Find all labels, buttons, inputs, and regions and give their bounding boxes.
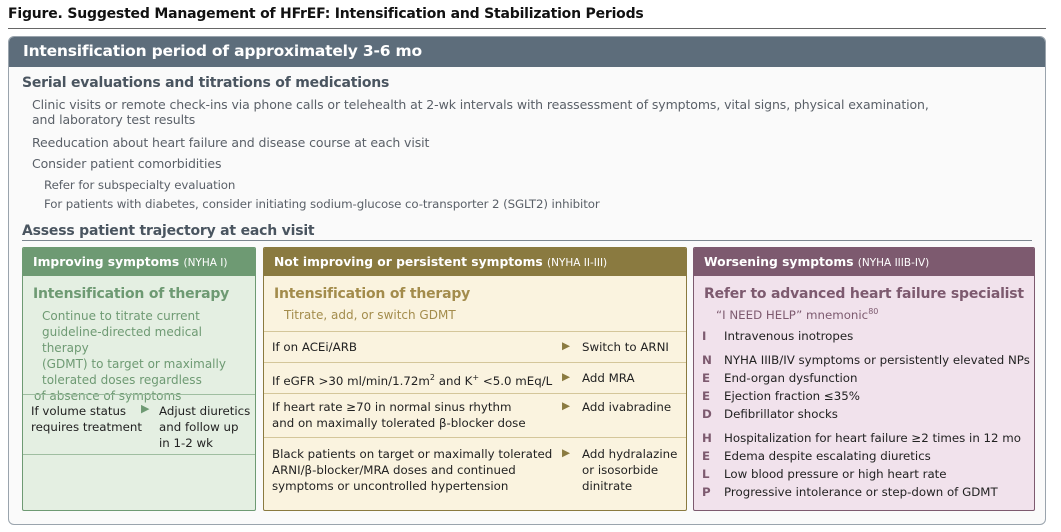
worsening-title: Refer to advanced heart failure specialist [704,286,1024,302]
serial-sub-referral: Refer for subspecialty evaluation [44,178,236,192]
serial-sub-sglt2: For patients with diabetes, consider initiating sodium-glucose co-transporter 2 (SGLT2) inhibitor [44,197,600,211]
mnemonic-text: Low blood pressure or high heart rate [724,467,947,481]
mnemonic-item [702,406,838,422]
condition-line: symptoms or uncontrolled hypertension [272,479,509,493]
arrow-right-icon: ▶ [562,340,571,352]
improving-desc-line: Continue to titrate current [42,309,200,323]
persistent-description: Titrate, add, or switch GDMT [284,308,456,322]
therapy-row-arni [264,331,686,362]
mnemonic-label [716,307,878,322]
action-line: Add hydralazine [582,447,678,461]
title-divider [8,28,1046,29]
improving-header [23,248,255,276]
mnemonic-letter: E [702,449,711,463]
improving-desc-line: (GDMT) to target or maximally [42,357,226,371]
therapy-condition [272,446,552,494]
action-line: or isosorbide [582,463,659,477]
improving-title: Intensification of therapy [33,286,230,302]
improving-desc-line: tolerated doses regardless [42,373,202,387]
mnemonic-letter: I [702,329,707,343]
condition-line: If heart rate ≥70 in normal sinus rhythm [272,400,512,414]
volume-status-action [159,403,250,451]
mnemonic-letter: E [702,371,711,385]
improving-description [34,308,252,404]
therapy-action: Switch to ARNI [582,340,669,354]
mnemonic-text: Intravenous inotropes [724,329,854,343]
therapy-condition [272,399,526,431]
period-banner: Intensification period of approximately 3-6 mo [9,37,1045,67]
arrow-right-icon: ▶ [562,400,571,412]
therapy-row-hydralazine [264,437,686,511]
therapy-action [582,446,677,494]
trajectory-divider [22,240,1032,241]
persistent-header-label: Not improving or persistent symptoms [274,255,543,269]
improving-desc-line: guideline-directed medical therapy [42,325,202,355]
intensification-panel [8,36,1046,525]
therapy-row-mra [264,362,686,393]
improving-column [22,247,256,511]
arrow-right-icon: ▶ [562,447,571,459]
arrow-right-icon: ▶ [562,371,571,383]
therapy-condition [272,370,552,389]
volume-action-line: Adjust diuretics [159,404,251,418]
mnemonic-text: Edema despite escalating diuretics [724,449,931,463]
volume-condition-line: requires treatment [31,420,143,434]
mnemonic-text: NYHA IIIB/IV symptoms or persistently elevated NPs [724,353,1030,367]
arrow-right-icon: ▶ [141,402,150,415]
mnemonic-letter: N [702,353,712,367]
volume-condition-line: If volume status [31,404,127,418]
persistent-header [264,248,686,276]
mnemonic-text: Defibrillator shocks [724,407,838,421]
mnemonic-item [702,466,947,482]
persistent-column [263,247,687,511]
worsening-header [694,248,1034,276]
mnemonic-item [702,328,853,344]
figure-title: Figure. Suggested Management of HFrEF: Intensification and Stabilization Periods [8,6,644,22]
serial-heading: Serial evaluations and titrations of medications [22,75,390,91]
mnemonic-letter: D [702,407,712,421]
mnemonic-item [702,352,1030,368]
mnemonic-letter: H [702,431,712,445]
therapy-action: Add MRA [582,371,635,385]
superscript-text: + [472,373,480,382]
improving-desc-line: of absence of symptoms [34,389,182,403]
mnemonic-item [702,370,858,386]
trajectory-heading: Assess patient trajectory at each visit [22,223,315,239]
improving-header-nyha: (NYHA I) [183,257,228,269]
action-line: dinitrate [582,479,633,493]
improving-divider [23,454,255,455]
persistent-title: Intensification of therapy [274,286,471,302]
therapy-row-ivabradine [264,393,686,437]
mnemonic-item [702,448,931,464]
potassium-text: and K [434,373,473,388]
potassium-threshold-text: <5.0 mEq/L [479,373,553,388]
worsening-header-label: Worsening symptoms [704,255,854,269]
mnemonic-text: Ejection fraction ≤35% [724,389,860,403]
mnemonic-letter: P [702,485,711,499]
mnemonic-letter: E [702,389,711,403]
volume-action-line: in 1-2 wk [159,436,214,450]
serial-item-visits: Clinic visits or remote check-ins via phone calls or telehealth at 2-wk intervals with reassessment of symptoms, vital signs, physical examination, [32,97,929,112]
mnemonic-item [702,388,860,404]
condition-line: Black patients on target or maximally tolerated [272,447,553,461]
improving-divider [23,394,255,395]
therapy-action: Add ivabradine [582,400,672,414]
condition-line: ARNI/β-blocker/MRA doses and continued [272,463,516,477]
improving-header-label: Improving symptoms [33,255,180,269]
serial-item-reeducation: Reeducation about heart failure and disease course at each visit [32,135,430,150]
worsening-header-nyha: (NYHA IIIB-IV) [857,257,930,269]
volume-status-condition [31,403,142,435]
mnemonic-text: “I NEED HELP” mnemonic [716,307,869,322]
condition-line: and on maximally tolerated β-blocker dose [272,416,526,430]
volume-action-line: and follow up [159,420,239,434]
mnemonic-letter: L [702,467,710,481]
worsening-column [693,247,1035,511]
serial-item-visits-cont: and laboratory test results [32,112,196,127]
mnemonic-text: End-organ dysfunction [724,371,858,385]
mnemonic-item [702,430,1021,446]
mnemonic-item [702,484,998,500]
reference-number: 80 [868,307,879,316]
therapy-condition: If on ACEi/ARB [272,340,357,354]
superscript-text: 2 [429,373,435,382]
persistent-header-nyha: (NYHA II-III) [547,257,608,269]
mnemonic-text: Progressive intolerance or step-down of GDMT [724,485,998,499]
serial-item-comorbidities: Consider patient comorbidities [32,156,222,171]
egfr-text: If eGFR >30 ml/min/1.72m [272,373,430,388]
mnemonic-text: Hospitalization for heart failure ≥2 times in 12 mo [724,431,1022,445]
